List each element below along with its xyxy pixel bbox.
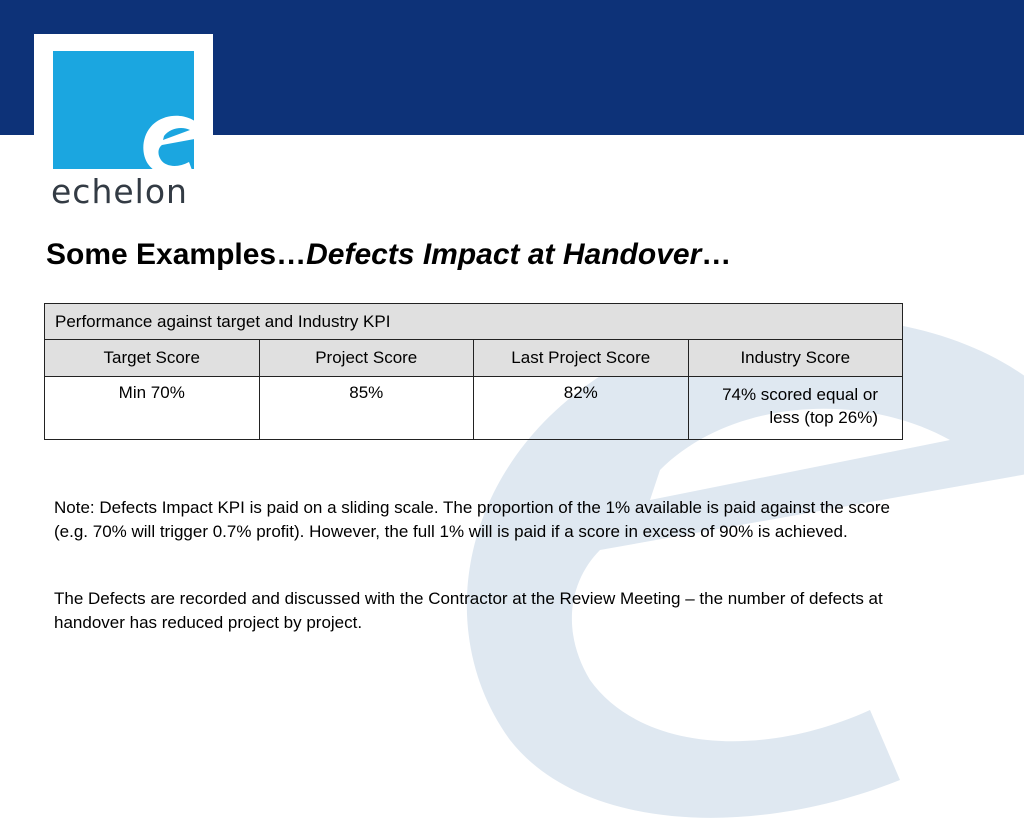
table-row (45, 377, 903, 440)
echelon-logo-icon (34, 34, 213, 220)
column-header-industry-score: Industry Score (688, 340, 903, 377)
column-header-target-score: Target Score (45, 340, 260, 377)
column-header-last-project-score: Last Project Score (474, 340, 689, 377)
column-header-project-score: Project Score (259, 340, 474, 377)
cell-industry-line-2: less (top 26%) (769, 408, 878, 427)
title-emphasis: Defects Impact at Handover (306, 238, 702, 271)
cell-industry-line-1: 74% scored equal or (722, 385, 878, 404)
cell-project-score: 85% (259, 377, 474, 440)
cell-target-score: Min 70% (45, 377, 260, 440)
note-paragraph-sliding-scale: Note: Defects Impact KPI is paid on a sliding scale. The proportion of the 1% available is paid against the score (e.g. 70% will trigger 0.7% profit). However, the full 1% will is paid if a score in excess of 90% is achieved. (54, 498, 890, 541)
kpi-table (44, 303, 903, 440)
logo-wordmark: echelon (51, 172, 188, 211)
title-lead: Some Examples… (46, 238, 307, 271)
cell-last-project-score: 82% (474, 377, 689, 440)
kpi-table-caption: Performance against target and Industry KPI (45, 304, 903, 340)
title-trail: … (701, 238, 732, 271)
page-title (46, 238, 731, 272)
cell-industry-score (688, 377, 903, 440)
note-paragraph-review-meeting: The Defects are recorded and discussed with the Contractor at the Review Meeting – the number of defects at handover has reduced project by project. (54, 589, 883, 632)
table-header-row (45, 340, 903, 377)
